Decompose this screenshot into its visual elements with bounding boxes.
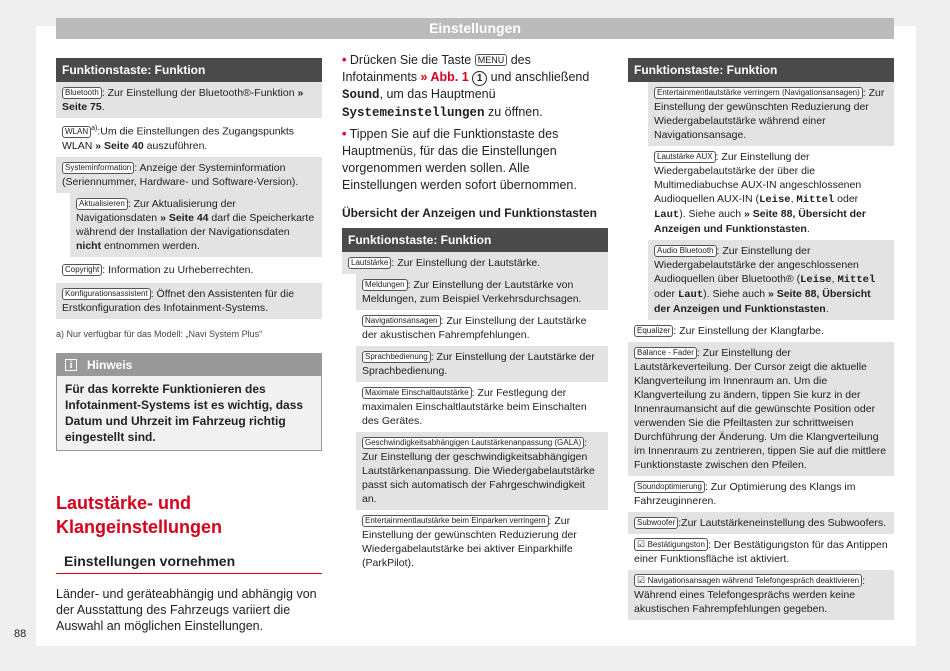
subsection-title: Einstellungen vornehmen [56,549,322,574]
table-header: Funktionstaste: Funktion [56,58,322,82]
function-key-bluetooth: Bluetooth [62,87,102,99]
table-header: Funktionstaste: Funktion [342,228,608,252]
right-column [628,58,894,620]
table-row: Copyright : Information zu Urheberrechten. [56,257,322,283]
callout-number: 1 [472,71,487,86]
overview-heading: Übersicht der Anzeigen und Funktionstasten [342,206,597,220]
table-row: Navigationsansagen : Zur Einstellung der Lautstärke der akustischen Fahrempfehlungen. [342,310,608,346]
function-key-equalizer: Equalizer [634,325,673,337]
table-row: Systeminformation : Anzeige der Systeminformation (Seriennummer, Hardware- und Software-Version). [56,157,322,193]
table-row: Aktualisieren : Zur Aktualisierung der Navigationsdaten » Seite 44 darf die Speicherkarte während der Installation der Navigationsdaten nicht entnommen werden. [56,193,322,257]
function-key-aktualisieren: Aktualisieren [76,198,128,210]
table-row: WLAN $^{a)}$:Um die Einstellungen des Zugangspunkts WLAN » Seite 40 auszuführen. [56,118,322,157]
function-key-meldungen: Meldungen [362,279,408,291]
table-row: Audio Bluetooth : Zur Einstellung der Wiedergabelautstärke der angeschlossenen Audioquellen über Bluetooth® (Leise, Mittel oder Laut). Siehe auch » Seite 88, Übersicht der Anzeigen und Funktionstasten. [628,240,894,320]
function-key-copyright: Copyright [62,264,102,276]
function-key-gala: Geschwindigkeitsabhängigen Lautstärkenanpassung (GALA) [362,437,584,449]
function-key-subwoofer: Subwoofer [634,517,678,529]
note-title: Hinweis [87,357,133,372]
section-title: Lautstärke- und Klangeinstellungen [56,492,223,537]
table-row: ☑ Navigationsansagen während Telefongespräch deaktivieren : Während eines Telefongesprächs werden keine akustischen Fahrempfehlungen gegeben. [628,570,894,620]
function-key-wlan: WLAN [62,126,91,138]
figure-link[interactable]: » Abb. 1 [420,70,469,84]
function-key-audio-bluetooth: Audio Bluetooth [654,245,717,257]
table-row: Bluetooth : Zur Einstellung der Bluetooth®-Funktion » Seite 75. [56,82,322,118]
footnote: a) Nur verfügbar für das Modell: „Navi System Plus“ [56,328,263,339]
function-key-einparken-verringern: Entertainmentlautstärke beim Einparken verringern [362,515,549,527]
table-row: Soundoptimierung : Zur Optimierung des Klangs im Fahrzeuginneren. [628,476,894,512]
menu-key: MENU [475,54,508,66]
page-link[interactable]: » Seite 88, Übersicht der Anzeigen und Funktionstasten [654,288,871,315]
instruction-bullet: • Tippen Sie auf die Funktionstaste des Hauptmenüs, für das die Einstellungen vorgenommen werden sollen. Alle Einstellungen werden sofort übernommen. [342,127,577,192]
table-row: Konfigurationsassistent : Öffnet den Assistenten für die Erstkonfiguration des Infotainment-Systems. [56,283,322,319]
page-link[interactable]: » Seite 88, Übersicht der Anzeigen und Funktionstasten [654,208,866,235]
table-row: Sprachbedienung : Zur Einstellung der Lautstärke der Sprachbedienung. [342,346,608,382]
middle-column [342,52,608,574]
function-key-navigationsansagen: Navigationsansagen [362,315,441,327]
function-key-max-einschaltlautstaerke: Maximale Einschaltlautstärke [362,387,472,399]
table-header: Funktionstaste: Funktion [628,58,894,82]
function-key-sprachbedienung: Sprachbedienung [362,351,431,363]
page-link[interactable]: » Seite 40 [95,139,144,152]
function-key-lautstaerke: Lautstärke [348,257,391,269]
table-row: Equalizer : Zur Einstellung der Klangfarbe. [628,320,894,342]
table-row: Subwoofer :Zur Lautstärkeneinstellung des Subwoofers. [628,512,894,534]
note-box [56,353,322,451]
table-row: Maximale Einschaltlautstärke : Zur Festlegung der maximalen Einschaltlautstärke beim Einschalten des Gerätes. [342,382,608,432]
function-key-lautstaerke-aux: Lautstärke AUX [654,151,716,163]
page-link[interactable]: » Seite 75 [62,87,304,113]
instruction-bullet: • Drücken Sie die Taste MENU des Infotainments » Abb. 1 1 und anschließend Sound, um das Hauptmenü Systemeinstellungen zu öffnen. [342,53,590,120]
left-column [56,58,322,634]
table-row: Balance - Fader : Zur Einstellung der Lautstärkeverteilung. Der Cursor zeigt die aktuelle Klangverteilung im Innenraum an. Um die Klangverteilung zu ändern, tippen Sie kurz in der Innenraumansicht auf die gewünschte Position oder verwenden Sie die Pfeiltasten zur schrittweisen Durchführung der Änderung. Um die Klangverteilung im Innenraum zu zentrieren, tippen Sie auf die mittlere Funktionstaste zwischen den Pfeilen. [628,342,894,476]
page-number: 88 [14,628,27,640]
table-row: ☑ Bestätigungston : Der Bestätigungston für das Antippen einer Funktionsfläche ist aktiviert. [628,534,894,570]
table-row: Lautstärke : Zur Einstellung der Lautstärke. [342,252,608,274]
function-key-systeminformation: Systeminformation [62,162,134,174]
info-icon: i [65,359,77,371]
checkbox-key-bestaetigungston: ☑ Bestätigungston [634,538,708,551]
note-body: Für das korrekte Funktionieren des Infotainment-Systems ist es wichtig, dass Datum und Uhrzeit im Fahrzeug richtig eingestellt sind. [57,376,321,450]
function-key-konfigurationsassistent: Konfigurationsassistent [62,288,151,300]
chapter-header: Einstellungen [56,18,894,39]
table-row: Meldungen : Zur Einstellung der Lautstärke von Meldungen, zum Beispiel Verkehrsdurchsagen. [342,274,608,310]
function-key-entertainment-navi: Entertainmentlautstärke verringern (Navigationsansagen) [654,87,863,99]
function-key-soundoptimierung: Soundoptimierung [634,481,705,493]
body-paragraph: Länder- und geräteabhängig und abhängig von der Ausstattung des Fahrzeugs variiert die Auswahl an möglichen Einstellungen. [56,586,317,633]
page-link[interactable]: » Seite 44 [160,211,209,224]
function-key-balance-fader: Balance - Fader [634,347,697,359]
checkbox-key-navi-telefon: ☑ Navigationsansagen während Telefongespräch deaktivieren [634,574,862,587]
table-row: Lautstärke AUX : Zur Einstellung der Wiedergabelautstärke der über die Multimediabuchse AUX-IN angeschlossenen Audioquellen AUX-IN (Leise, Mittel oder Laut). Siehe auch » Seite 88, Übersicht der Anzeigen und Funktionstasten. [628,146,894,240]
table-row: Geschwindigkeitsabhängigen Lautstärkenanpassung (GALA) : Zur Einstellung der geschwindigkeitsabhängigen Lautstärkenanpassung. Die Wiedergabelautstärke passt sich automatisch der Fahrgeschwindigkeit an. [342,432,608,510]
table-row: Entertainmentlautstärke verringern (Navigationsansagen) : Zur Einstellung der gewünschten Reduzierung der Wiedergabelautstärke während einer Navigationsansage. [628,82,894,146]
table-row: Entertainmentlautstärke beim Einparken verringern : Zur Einstellung der gewünschten Reduzierung der Wiedergabelautstärke bei aktiver Einparkhilfe (ParkPilot). [342,510,608,574]
